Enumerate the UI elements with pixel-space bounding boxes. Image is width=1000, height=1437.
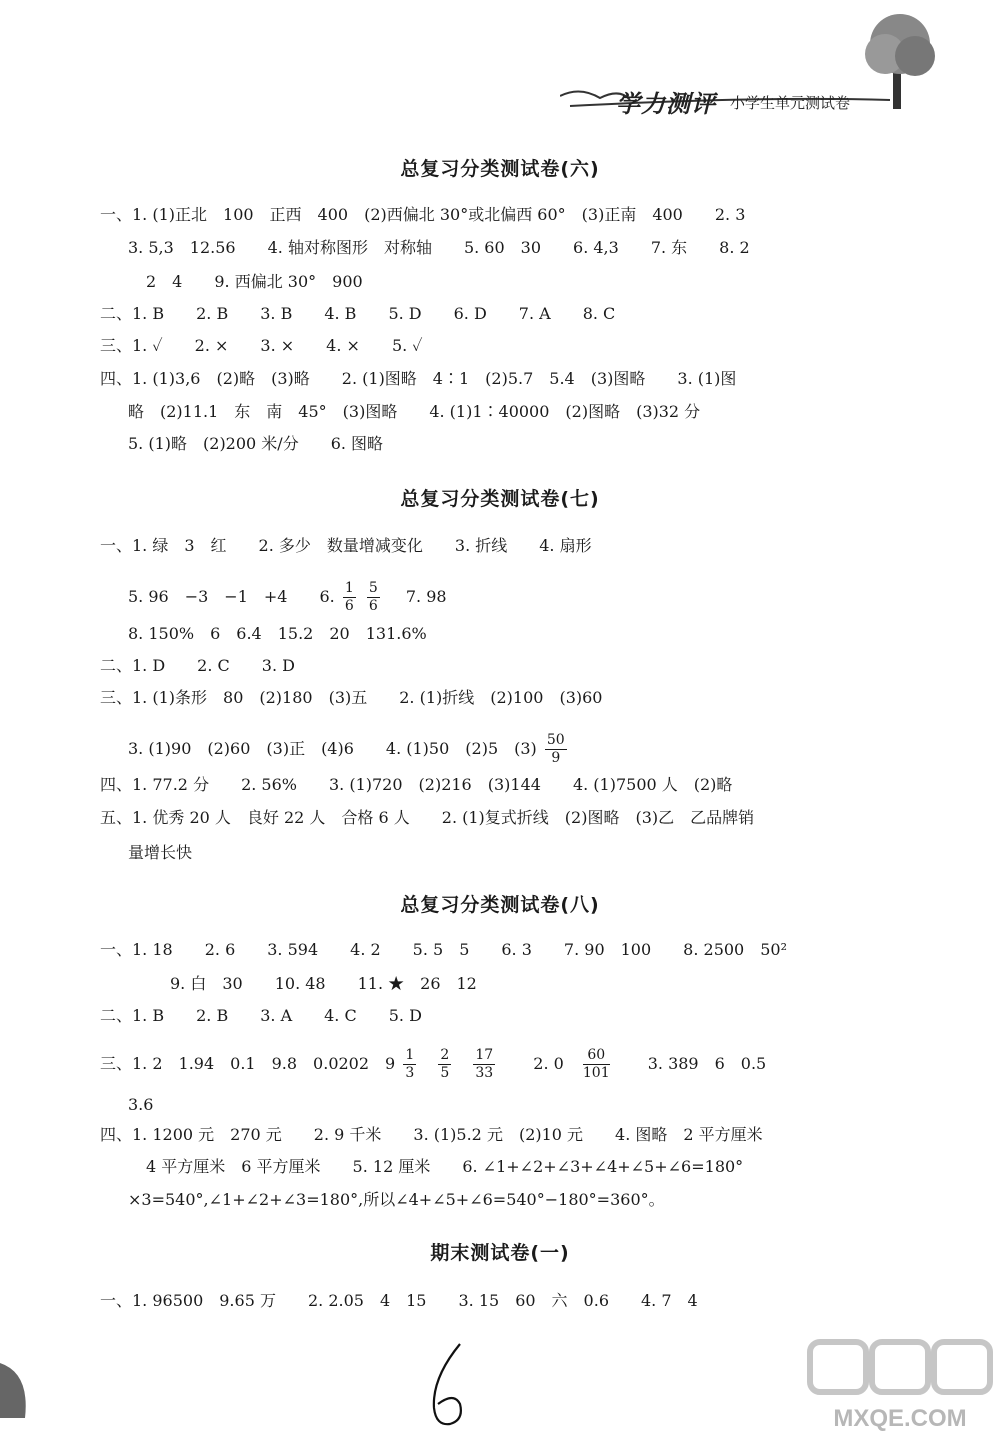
answer-line: 9. 白 30 10. 48 11. ★ 26 12 [170,974,477,993]
answer-text: 3. (1)90 (2)60 (3)正 (4)6 4. (1)50 (2)5 (3) [128,739,537,758]
answer-line: 二、1. B 2. B 3. B 4. B 5. D 6. D 7. A 8. C [100,304,616,323]
fraction: $\frac{17}{33}$ [475,1047,494,1081]
answer-line: 3. 5,3 12.56 4. 轴对称图形 对称轴 5. 60 30 6. 4,3 7. 东 8. 2 [128,238,750,257]
answer-line: 一、1. 18 2. 6 3. 594 4. 2 5. 5 5 6. 3 7. 90 100 8. 2500 50² [100,940,788,959]
fraction: $\frac{1}{6}$ [344,580,354,614]
page-number [420,1338,480,1430]
fraction: $\frac{50}{9}$ [546,732,565,766]
fraction: $\frac{1}{3}$ [405,1047,415,1081]
answer-line: 四、1. 1200 元 270 元 2. 9 千米 3. (1)5.2 元 (2)10 元 4. 图略 2 平方厘米 [100,1125,763,1144]
answer-line: 量增长快 [128,843,193,862]
answer-line: 一、1. 96500 9.65 万 2. 2.05 4 15 3. 15 60 六 0.6 4. 7 4 [100,1291,698,1310]
answer-text: 三、1. 2 1.94 0.1 9.8 0.0202 9 [100,1054,396,1073]
fraction: $\frac{2}{5}$ [440,1047,450,1081]
answer-line: 8. 150% 6 6.4 15.2 20 131.6% [128,624,427,643]
answer-line: 三、1. ✓ 2. × 3. × 4. × 5. ✓ [100,336,423,355]
answer-line: 4 平方厘米 6 平方厘米 5. 12 厘米 6. ∠1+∠2+∠3+∠4+∠5+∠6=180° [146,1157,744,1176]
answer-line: 二、1. B 2. B 3. A 4. C 5. D [100,1006,422,1025]
answer-line: 2 4 9. 西偏北 30° 900 [146,272,363,291]
fraction: $\frac{5}{6}$ [368,580,378,614]
answer-line: 二、1. D 2. C 3. D [100,656,295,675]
answer-line: 四、1. (1)3,6 (2)略 (3)略 2. (1)图略 4∶1 (2)5.7 5.4 (3)图略 3. (1)图 [100,369,737,388]
answer-line [100,1047,766,1082]
answer-text: 5. 96 −3 −1 +4 6. [128,587,335,606]
section-title: 期末测试卷(一) [430,1242,570,1264]
answer-line: ×3=540°,∠1+∠2+∠3=180°,所以∠4+∠5+∠6=540°−180°=360°。 [128,1190,665,1209]
answer-line: 一、1. 绿 3 红 2. 多少 数量增减变化 3. 折线 4. 扇形 [100,536,592,555]
answer-line: 3.6 [128,1095,154,1114]
header-logo [560,14,1000,124]
corner-leaf-icon [0,1358,34,1418]
answer-line: 略 (2)11.1 东 南 45° (3)图略 4. (1)1∶40000 (2)图略 (3)32 分 [128,402,701,421]
answer-line: 五、1. 优秀 20 人 良好 22 人 合格 6 人 2. (1)复式折线 (2)图略 (3)乙 乙品牌销 [100,808,755,827]
answer-line: 5. (1)略 (2)200 米/分 6. 图略 [128,434,384,453]
brand-subtitle: 小学生单元测试卷 [730,94,851,112]
fraction: $\frac{60}{101}$ [582,1047,610,1081]
answer-line [128,580,447,615]
answer-line: 三、1. (1)条形 80 (2)180 (3)五 2. (1)折线 (2)100 (3)60 [100,688,603,707]
section-title: 总复习分类测试卷(七) [400,488,600,510]
brand-title: 学力测评 [616,90,716,118]
answer-line: 四、1. 77.2 分 2. 56% 3. (1)720 (2)216 (3)144 4. (1)7500 人 (2)略 [100,775,733,794]
answer-line: 一、1. (1)正北 100 正西 400 (2)西偏北 30°或北偏西 60° (3)正南 400 2. 3 [100,205,746,224]
answer-text: 3. 389 6 0.5 [647,1054,767,1073]
section-title: 总复习分类测试卷(六) [400,158,600,180]
answer-text: 7. 98 [405,587,447,606]
svg-text:MXQE.COM: MXQE.COM [833,1405,967,1432]
answer-text: 2. 0 [533,1054,564,1073]
watermark-logo [806,1336,994,1434]
answer-line [128,732,570,767]
section-title: 总复习分类测试卷(八) [400,894,600,916]
